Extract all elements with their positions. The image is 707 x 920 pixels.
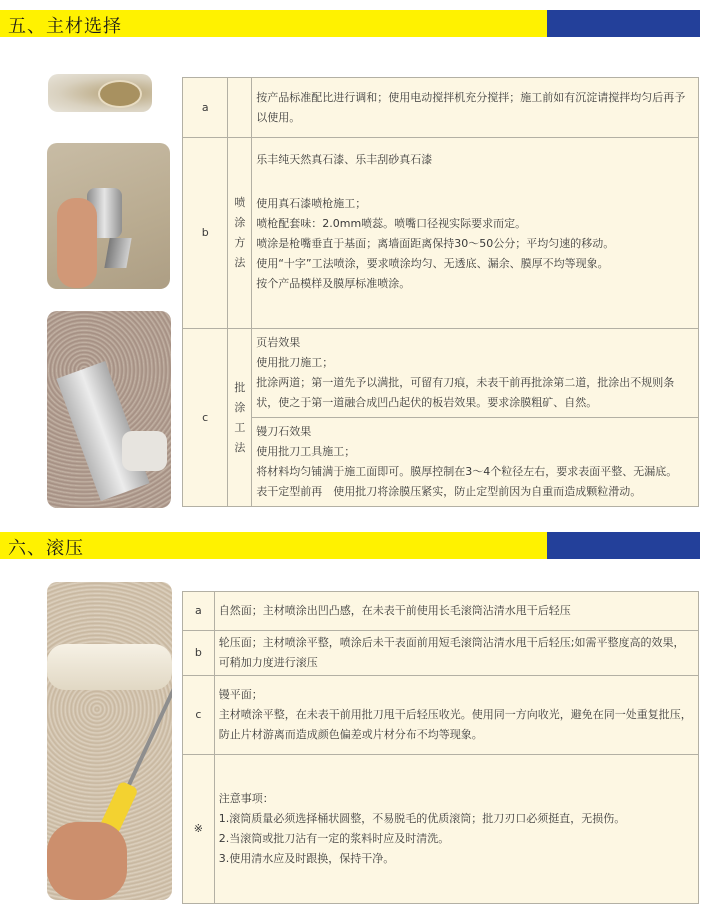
method-char: 法 <box>234 256 246 269</box>
row-text: 自然面；主材喷涂出凹凸感，在未表干前使用长毛滚筒沾清水甩干后轻压 <box>214 592 698 631</box>
row-text: 按产品标准配比进行调和；使用电动搅拌机充分搅拌；施工前如有沉淀请搅拌均匀后再予以使用。 <box>252 78 699 138</box>
trowel-stone-text <box>252 418 699 507</box>
trowel-photo <box>47 311 171 508</box>
text-line: 使用“十字”工法喷涂，要求喷涂均匀、无透底、漏余、膜厚不均等现象。 <box>256 257 609 270</box>
method-char: 涂 <box>234 400 246 414</box>
mixing-bowl-photo <box>48 74 152 112</box>
text-paragraph: 批涂两道；第一道先予以满批，可留有刀痕，未表干前再批涂第二道，批涂出不规则条状，使之于第一道融合成凹凸起伏的板岩效果。要求涂膜粗矿、自然。 <box>256 376 675 409</box>
header-blue-band <box>547 10 700 37</box>
method-label <box>228 138 252 329</box>
method-char: 喷 <box>234 196 246 209</box>
method-char: 涂 <box>234 216 246 229</box>
row-key: c <box>183 676 215 755</box>
method-label <box>228 329 252 507</box>
text-line: 喷枪配套味：2.0mm喷蕊。喷嘴口径视实际要求而定。 <box>256 217 527 230</box>
method-char: 工 <box>234 420 246 434</box>
notes-text <box>214 755 698 904</box>
trowel-flat-text <box>214 676 698 755</box>
method-char: 法 <box>234 440 246 454</box>
material-selection-table <box>182 77 699 507</box>
row-key: c <box>183 329 228 507</box>
table-row <box>183 78 699 138</box>
row-key: a <box>183 592 215 631</box>
text-line: 3.使用清水应及时跟换，保持干净。 <box>218 852 395 865</box>
table-row <box>183 592 699 631</box>
text-line: 表干定型前再 使用批刀将涂膜压紧实，防止定型前因为自重而造成颗粒滑动。 <box>256 485 642 498</box>
spray-gun-photo <box>47 143 170 289</box>
section-header-bar <box>0 10 700 37</box>
slate-effect-text <box>252 329 699 418</box>
roller-photo <box>47 582 172 900</box>
header-blue-band <box>547 532 700 559</box>
row-text: 轮压面；主材喷涂平整，喷涂后未干表面前用短毛滚筒沾清水甩干后轻压;如需平整度高的效果，可稍加力度进行滚压 <box>214 631 698 676</box>
text-line: 使用批刀施工； <box>256 356 334 369</box>
row-key: b <box>183 138 228 329</box>
row-key: b <box>183 631 215 676</box>
text-line: 1.滚筒质量必须选择桶状圆整，不易脱毛的优质滚筒；批刀刃口必须挺直，无损伤。 <box>218 812 626 825</box>
text-line: 2.当滚筒或批刀沾有一定的浆料时应及时清洗。 <box>218 832 450 845</box>
method-char: 批 <box>234 380 246 394</box>
text-line: 页岩效果 <box>256 336 301 349</box>
table-row <box>183 138 699 329</box>
method-char: 方 <box>234 236 246 249</box>
spray-method-text <box>252 138 699 329</box>
section-header-bar <box>0 532 700 559</box>
row-key: ※ <box>183 755 215 904</box>
section-title: 五、主材选择 <box>8 16 122 37</box>
text-line: 使用真石漆喷枪施工； <box>256 197 367 210</box>
text-line: 镘平面； <box>218 688 263 701</box>
empty-method-cell <box>228 78 252 138</box>
text-line: 将材料均匀铺满于施工面即可。膜厚控制在3～4个粒径左右，要求表面平整、无漏底。 <box>256 465 678 478</box>
product-names: 乐丰纯天然真石漆、乐丰刮砂真石漆 <box>256 153 433 166</box>
row-key: a <box>183 78 228 138</box>
section-title: 六、滚压 <box>8 538 84 559</box>
table-row <box>183 418 699 507</box>
text-line: 使用批刀工具施工； <box>256 445 356 458</box>
text-line: 喷涂是枪嘴垂直于基面；离墙面距离保持30～50公分；平均匀速的移动。 <box>256 237 615 250</box>
table-row <box>183 755 699 904</box>
table-row <box>183 631 699 676</box>
table-row <box>183 676 699 755</box>
rolling-table <box>182 591 699 904</box>
text-line: 注意事项： <box>218 792 274 805</box>
text-line: 按个产品模样及膜厚标准喷涂。 <box>256 277 411 290</box>
table-row <box>183 329 699 418</box>
text-line: 镘刀石效果 <box>256 425 312 438</box>
text-paragraph: 主材喷涂平整，在未表干前用批刀甩干后轻压收光。使用同一方向收光，避免在同一处重复批压，防止片材游离而造成颜色偏差或片材分布不均等现象。 <box>218 708 692 741</box>
